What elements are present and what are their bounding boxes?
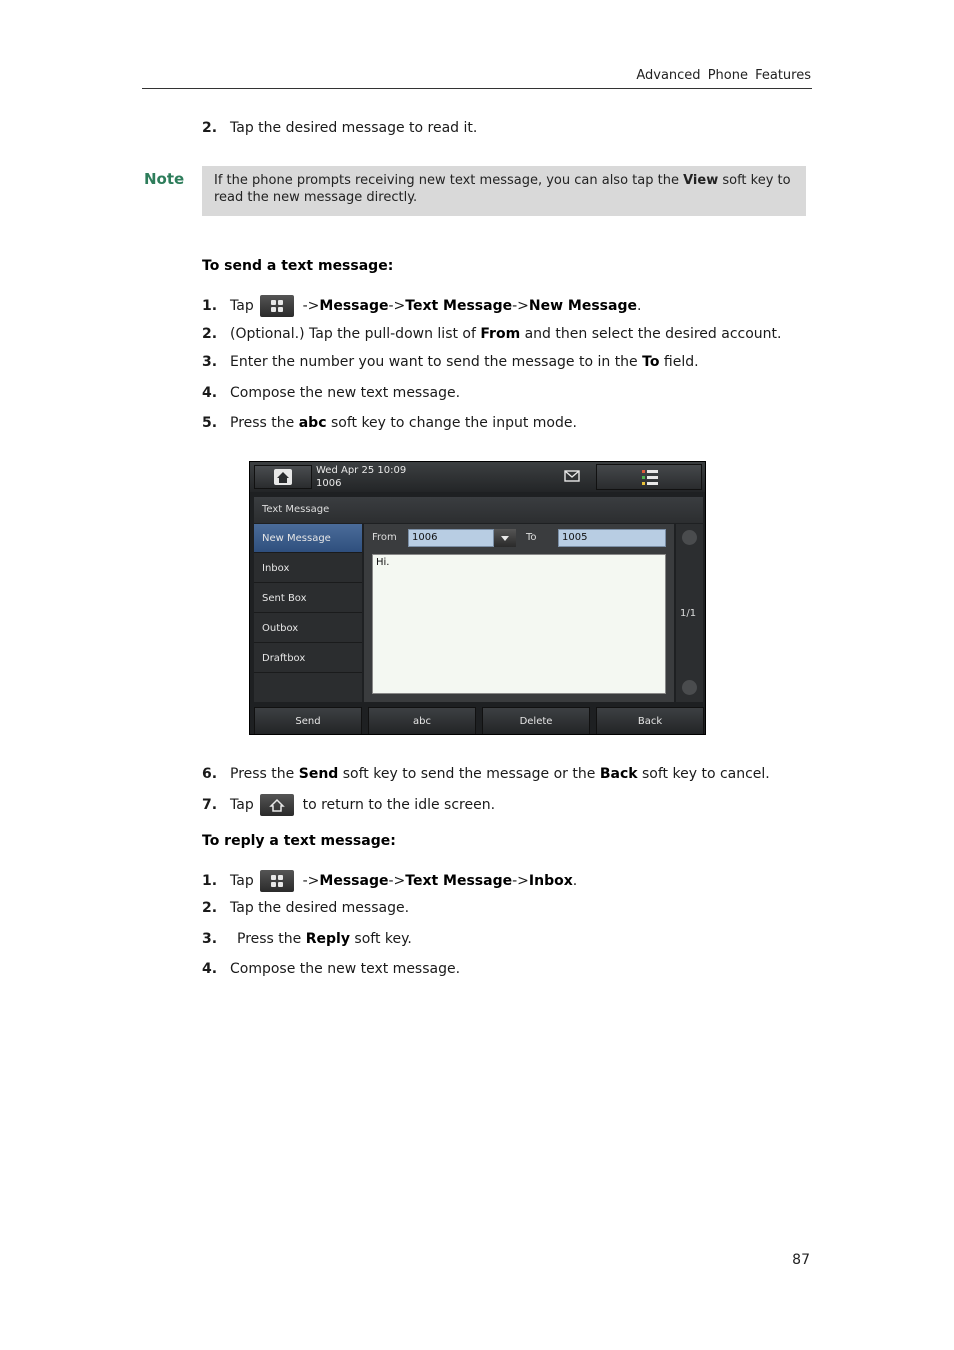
step-number: 2.: [202, 120, 218, 136]
page-header-title: Advanced Phone Features: [636, 68, 811, 83]
phone-date: Wed Apr 25 10:09: [316, 465, 407, 476]
path-arrow: ->: [388, 298, 406, 314]
step-text: Tap: [230, 298, 254, 314]
step-text: Press the: [237, 931, 306, 947]
step-number: 7.: [202, 797, 218, 813]
step-text-mid: soft key to send the message or the: [338, 766, 600, 782]
step-text: Tap the desired message to read it.: [230, 120, 478, 136]
step-bold-back: Back: [599, 766, 638, 782]
phone-screenshot: [249, 461, 706, 735]
to-label: To: [526, 532, 537, 543]
note-box: [202, 166, 806, 216]
step-number: 2.: [202, 326, 218, 342]
step-number: 2.: [202, 900, 218, 916]
step-text-post: and then select the desired account.: [520, 326, 782, 342]
step-text: Press the: [230, 766, 299, 782]
path-period: .: [636, 298, 642, 314]
step-number: 5.: [202, 415, 218, 431]
path-message: Message: [319, 298, 389, 314]
path-arrow: ->: [302, 873, 320, 889]
step-number: 1.: [202, 873, 218, 889]
softkey-abc[interactable]: abc: [368, 707, 476, 735]
phone-home-button[interactable]: [254, 465, 312, 489]
step-bold: To: [642, 354, 660, 370]
send-step-1: [202, 295, 641, 317]
send-step-7: [202, 794, 495, 816]
step-number: 6.: [202, 766, 218, 782]
dropdown-arrow-icon: [494, 529, 516, 547]
side-menu-item-outbox[interactable]: Outbox: [254, 614, 362, 643]
path-text-message: Text Message: [405, 298, 513, 314]
step-bold-send: Send: [298, 766, 339, 782]
step-text: Tap: [230, 797, 254, 813]
note-text-1: If the phone prompts receiving new text message, you can also tap the: [214, 173, 684, 188]
side-menu-item-new-message[interactable]: New Message: [254, 524, 362, 553]
reply-step-4: [202, 960, 460, 978]
step-text: Press the: [230, 415, 299, 431]
reply-step-3: [202, 930, 412, 948]
side-menu-item-sent-box[interactable]: Sent Box: [254, 584, 362, 613]
step-text: Tap: [230, 873, 254, 889]
reply-step-2: [202, 899, 409, 917]
side-menu-item-draftbox[interactable]: Draftbox: [254, 644, 362, 673]
path-new-message: New Message: [528, 298, 637, 314]
step-number: 3.: [202, 931, 218, 947]
send-step-5: [202, 414, 577, 432]
path-text-message: Text Message: [405, 873, 513, 889]
step-text-post: soft key to change the input mode.: [326, 415, 577, 431]
send-step-3: [202, 353, 699, 371]
step-text: Tap the desired message.: [230, 900, 410, 916]
home-icon: [255, 466, 311, 488]
path-message: Message: [319, 873, 389, 889]
from-label: From: [372, 532, 397, 543]
send-step-4: [202, 384, 460, 402]
menu-apps-icon: [260, 295, 294, 317]
send-step-6: [202, 765, 770, 783]
reply-step-1: [202, 870, 577, 892]
from-select[interactable]: 1006: [408, 529, 494, 547]
home-icon: [260, 794, 294, 816]
step-text: Compose the new text message.: [230, 961, 461, 977]
path-arrow: ->: [512, 298, 529, 314]
note-text-2: soft key to read the new message directly.: [214, 173, 791, 205]
reply-heading: To reply a text message:: [202, 833, 396, 849]
scroll-up-icon[interactable]: [682, 530, 697, 545]
step-number: 4.: [202, 385, 218, 401]
softkey-send[interactable]: Send: [254, 707, 362, 735]
step-bold: Reply: [305, 931, 350, 947]
scroll-down-icon[interactable]: [682, 680, 697, 695]
page-number: 87: [792, 1252, 810, 1268]
phone-compose-area: [364, 524, 674, 702]
step-text: Compose the new text message.: [230, 385, 461, 401]
send-heading: To send a text message:: [202, 258, 394, 274]
step-text: Enter the number you want to send the message to in the: [230, 354, 643, 370]
from-dropdown-button[interactable]: [494, 529, 516, 547]
path-arrow: ->: [302, 298, 320, 314]
side-menu-item-inbox[interactable]: Inbox: [254, 554, 362, 583]
path-inbox: Inbox: [528, 873, 573, 889]
path-arrow: ->: [512, 873, 529, 889]
home-key-icon: [260, 794, 294, 816]
phone-screen-title: Text Message: [254, 497, 703, 523]
step-bold: From: [480, 326, 521, 342]
phone-side-menu: [254, 524, 362, 702]
intro-step: [202, 119, 477, 137]
send-step-2: [202, 325, 781, 343]
to-field[interactable]: 1005: [558, 529, 666, 547]
step-number: 1.: [202, 298, 218, 314]
menu-apps-icon: [260, 870, 294, 892]
menu-list-icon: [597, 465, 701, 489]
softkey-delete[interactable]: Delete: [482, 707, 590, 735]
softkey-back[interactable]: Back: [596, 707, 704, 735]
step-text-post: field.: [659, 354, 699, 370]
step-text-post: soft key to cancel.: [637, 766, 770, 782]
step-text-post: soft key.: [349, 931, 412, 947]
phone-menu-button[interactable]: [596, 464, 702, 490]
step-text-post: to return to the idle screen.: [298, 797, 496, 813]
path-arrow: ->: [388, 873, 406, 889]
envelope-icon: [564, 469, 580, 483]
step-number: 4.: [202, 961, 218, 977]
note-label: Note: [144, 170, 185, 188]
phone-scrollbar[interactable]: [676, 524, 703, 702]
phone-date-time: [316, 464, 406, 490]
step-text: (Optional.) Tap the pull-down list of: [230, 326, 481, 342]
note-bold-view: View: [683, 173, 719, 188]
page-indicator: 1/1: [680, 608, 697, 619]
header-divider: [142, 88, 812, 89]
step-bold: abc: [298, 415, 327, 431]
step-number: 3.: [202, 354, 218, 370]
message-text-area[interactable]: Hi.: [372, 554, 666, 694]
path-period: .: [572, 873, 578, 889]
phone-account: 1006: [316, 478, 342, 489]
